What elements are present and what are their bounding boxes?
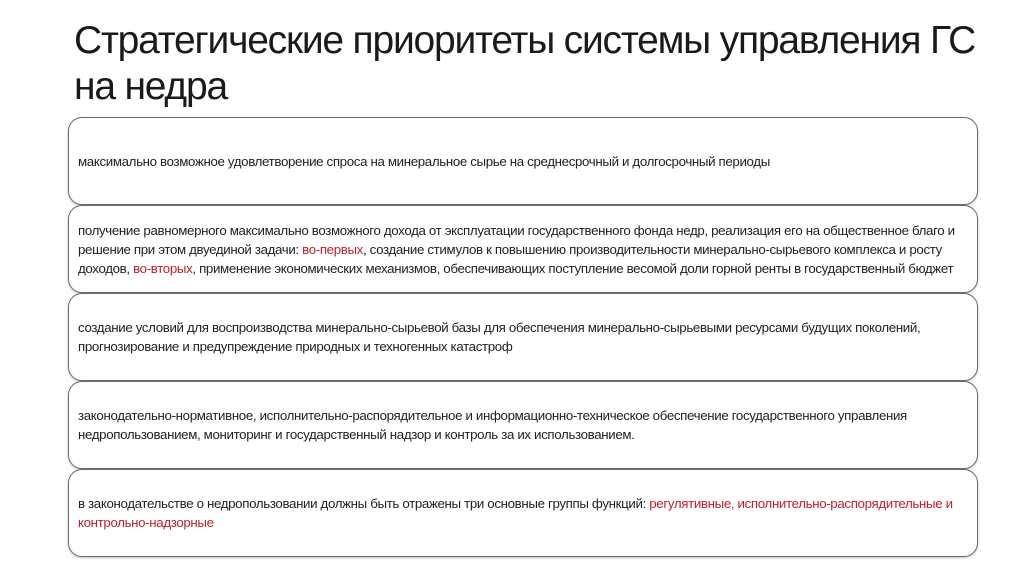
priority-list <box>68 117 978 557</box>
text-segment: , применение экономических механизмов, обеспечивающих поступление весомой доли горной ренты в государственный бюджет <box>192 260 954 276</box>
priority-box <box>68 381 978 469</box>
priority-text <box>78 221 967 278</box>
text-segment: законодательно-нормативное, исполнительно-распорядительное и информационно-техническое обеспечение государственного управления недропользованием, мониторинг и государственный надзор и контроль за их использованием. <box>78 408 907 442</box>
text-segment: получение равномерного максимально возможного дохода от эксплуатации государственного фонда недр, реализация его на общественное благо и решение при этом двуединой задачи: <box>78 222 955 257</box>
highlight-text: во-первых <box>302 241 363 257</box>
text-segment: в законодательстве о недропользовании должны быть отражены три основные группы функций: <box>78 496 650 511</box>
text-segment: максимально возможное удовлетворение спроса на минеральное сырье на среднесрочный и долгосрочный периоды <box>78 153 770 169</box>
highlight-text: регулятивные, исполнительно-распорядительные и контрольно-надзорные <box>78 496 953 530</box>
text-segment: создание условий для воспроизводства минерально-сырьевой базы для обеспечения минерально-сырьевыми ресурсами будущих поколений, прогнозирование и предупреждение природных и техногенных катастроф <box>78 320 921 354</box>
slide-title: Стратегические приоритеты системы управления ГС на недра <box>74 19 976 108</box>
priority-text <box>78 406 967 444</box>
priority-box <box>68 293 978 381</box>
highlight-text: во-вторых <box>133 260 193 276</box>
priority-text <box>78 494 967 532</box>
priority-text <box>78 318 967 356</box>
priority-box <box>68 117 978 205</box>
text-segment: , создание стимулов к повышению производительности минерально-сырьевого комплекса и росту доходов, <box>78 241 942 276</box>
priority-text <box>78 152 770 171</box>
priority-box <box>68 205 978 293</box>
priority-box <box>68 469 978 557</box>
